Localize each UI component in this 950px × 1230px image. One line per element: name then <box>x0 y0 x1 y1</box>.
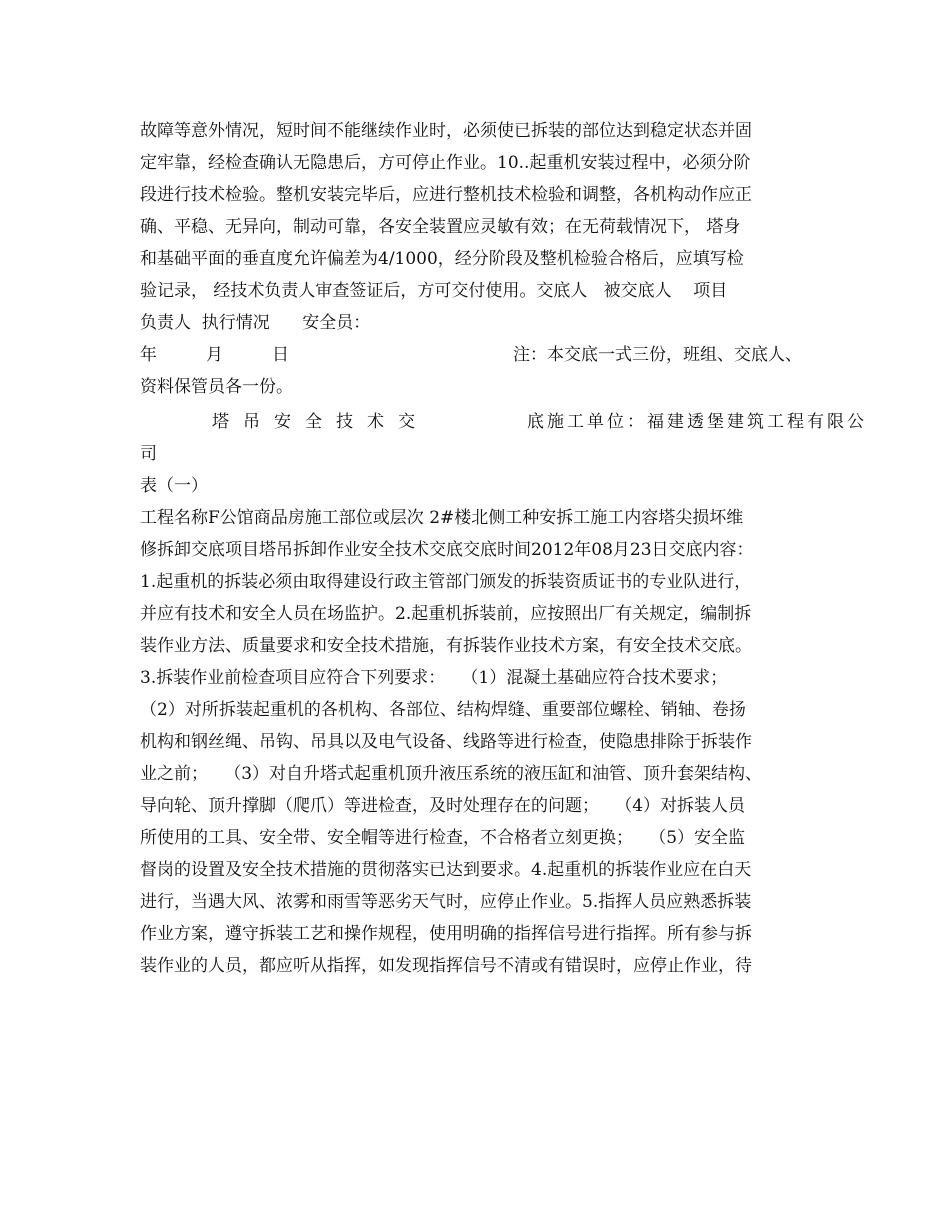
text-line-7: 负责人 执行情况 安全员： <box>140 313 371 333</box>
heading-wrap: 司 <box>140 444 157 464</box>
body-line-8: 机构和钢丝绳、吊钩、吊具以及电气设备、线路等进行检查，使隐患排除于拆装作 <box>140 732 752 752</box>
heading-rest: 底施工单位：福建透堡建筑工程有限公 <box>527 412 867 432</box>
distribution-note: 注：本交底一式三份，班组、交底人、 <box>513 345 802 365</box>
body-line-12: 督岗的设置及安全技术措施的贯彻落实已达到要求。4.起重机的拆装作业应在白天 <box>140 860 752 880</box>
body-line-5: 装作业方法、质量要求和安全技术措施，有拆装作业技术方案，有安全技术交底。 <box>140 636 752 656</box>
date-month: 月 <box>206 345 223 365</box>
body-line-2: 修拆卸交底项目塔吊拆卸作业安全技术交底交底时间2012年08月23日交底内容： <box>140 540 754 560</box>
body-line-13: 进行，当遇大风、浓雾和雨雪等恶劣天气时，应停止作业。5.指挥人员应熟悉拆装 <box>140 892 752 912</box>
text-line-3: 段进行技术检验。整机安装完毕后，应进行整机技术检验和调整，各机构动作应正 <box>140 185 752 205</box>
text-line-2: 定牢靠，经检查确认无隐患后，方可停止作业。10..起重机安装过程中，必须分阶 <box>140 153 751 173</box>
text-line-after-date: 资料保管员各一份。 <box>140 377 293 397</box>
table-label: 表（一） <box>140 476 208 496</box>
heading-spaced: 塔吊安全技术交 <box>212 412 429 432</box>
text-line-1: 故障等意外情况，短时间不能继续作业时，必须使已拆装的部位达到稳定状态并固 <box>140 121 752 141</box>
body-line-11: 所使用的工具、安全带、安全帽等进行检查，不合格者立刻更换； （5）安全监 <box>140 828 746 848</box>
body-line-6: 3.拆装作业前检查项目应符合下列要求： （1）混凝土基础应符合技术要求； <box>140 668 728 688</box>
body-line-10: 导向轮、顶升撑脚（爬爪）等进检查，及时处理存在的问题； （4）对拆装人员 <box>140 796 746 816</box>
text-line-5: 和基础平面的垂直度允许偏差为4/1000，经分阶段及整机检验合格后，应填写检 <box>140 249 744 269</box>
body-line-3: 1.起重机的拆装必须由取得建设行政主管部门颁发的拆装资质证书的专业队进行， <box>140 572 752 592</box>
date-day: 日 <box>272 345 289 365</box>
body-line-1: 工程名称F公馆商品房施工部位或层次 2#楼北侧工种安拆工施工内容塔尖损坏维 <box>140 508 744 528</box>
body-line-4: 并应有技术和安全人员在场监护。2.起重机拆装前，应按照出厂有关规定，编制拆 <box>140 604 752 624</box>
body-line-9: 业之前； （3）对自升塔式起重机顶升液压系统的液压缸和油管、顶升套架结构、 <box>140 764 763 784</box>
body-line-7: （2）对所拆装起重机的各机构、各部位、结构焊缝、重要部位螺栓、销轴、卷扬 <box>140 700 746 720</box>
body-line-14: 作业方案，遵守拆装工艺和操作规程，使用明确的指挥信号进行指挥。所有参与拆 <box>140 924 752 944</box>
body-line-15: 装作业的人员，都应听从指挥，如发现指挥信号不清或有错误时，应停止作业，待 <box>140 956 752 976</box>
date-year: 年 <box>140 345 157 365</box>
text-line-4: 确、平稳、无异向，制动可靠，各安全装置应灵敏有效；在无荷载情况下， 塔身 <box>140 217 741 237</box>
text-line-6: 验记录， 经技术负责人审查签证后，方可交付使用。交底人 被交底人 项目 <box>140 281 728 301</box>
